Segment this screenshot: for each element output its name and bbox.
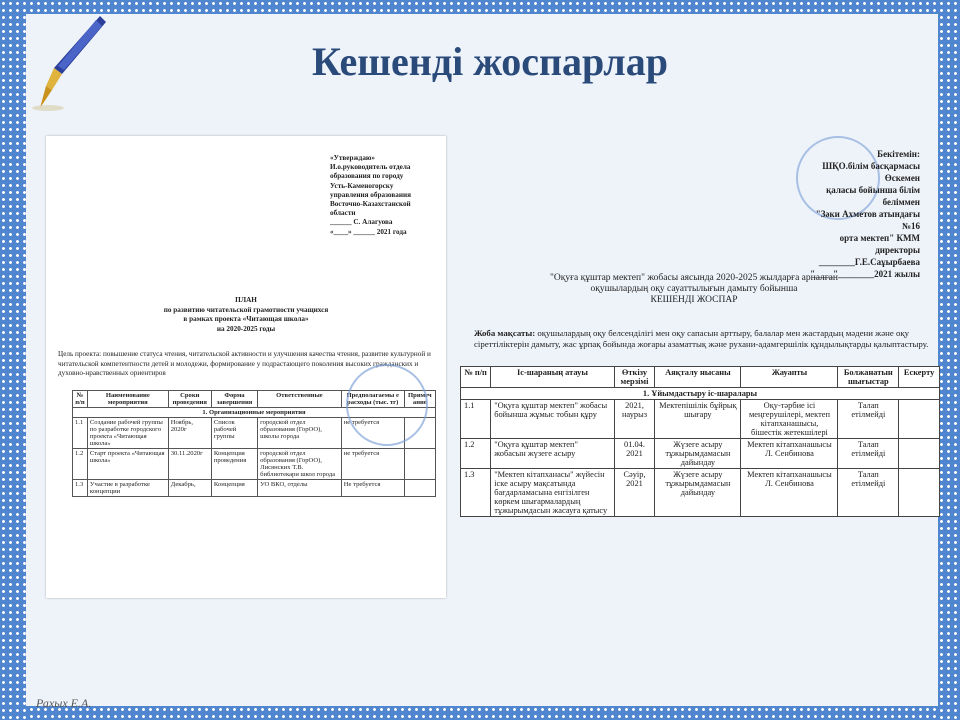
section-row: 1. Ұйымдастыру іс-шаралары: [461, 388, 940, 400]
table-row: 1.1 Создание рабочей группы по разработке городского проекта «Читающая школа» Ноябрь, 2020г Список рабочей группы городской отдел образования (ГорОО), школы города не требуется: [73, 418, 436, 449]
approval-block: Бекітемін: ШҚО.білім басқармасы Өскемен қаласы бойынша білім беліммен "Зәки Ахметов атындағы №16 орта мектеп" КММ директоры ________Г.Е.Саұырбаева "____"________2021 жылы: [810, 149, 920, 279]
table-row: 1.3 Участие в разработке концепции Декабрь, Концепция УО ВКО, отделы Не требуется: [73, 480, 436, 497]
approval-block: «Утверждаю» И.о.руководитель отдела образования по городу Усть-Каменогорску управления образования Восточно-Казахстанской области ______ С. Алагуова «____» ______ 2021 года: [330, 154, 411, 236]
table-row: 1.2 Старт проекта «Читающая школа» 30.11.2020г Концепция проведения городской отдел образования (ГорОО), Лисянских Т.В. библиотекари школ города не требуется: [73, 449, 436, 480]
dotted-border-left: [0, 0, 26, 720]
dotted-border-top: [0, 0, 960, 14]
document-plan-russian: [46, 136, 446, 598]
plan-table: № п/п Іс-шараның атауы Өткізу мерзімі Аяқталу нысаны Жауапты Болжанатын шығыстар Ескерту 1. Ұйымдастыру іс-шаралары 1.1 "Оқуға құштар мектеп" жобасы бойынша жұмыс тобын құру 2021, наурыз Мектепішілік бұйрық шығару Оқу-тәрбие ісі меңгерушілері, мектеп кітапханашысы, бiшестік жетекшілері Талап етілмейді 1.2 "Оқуға құштар мектеп" жобасын жүзеге асыру 01.04. 2021 Жүзеге асыру тұжырымдамасын дайындау Мектеп кітапханашысы Л. Сенбинова Талап етілмейді 1.3 "Мектеп кітапханасы" жүйесін іске асыру мақсатында бағдарламасына енгізілген көркем шығармалардың тұжырымдасын жасауға қатысу Сәуір, 2021 Жүзеге асыру тұжырымдамасын дайындау Мектеп кітапханашысы Л. Сенбинова Талап етілмейді: [460, 366, 940, 517]
plan-heading: ПЛАН по развитию читательской грамотности учащихся в рамках проекта «Читающая школа» на 2020-2025 годы: [163, 296, 329, 333]
author-signature: Рахых Е.А.: [36, 696, 92, 710]
dotted-border-bottom: [0, 706, 960, 720]
document-plan-kazakh: [460, 130, 942, 600]
plan-table: № п/п Наименование мероприятия Сроки проведения Форма завершения Ответственные Предполагаемы е расходы (тыс. тг) Примеч ание 1. Организационные мероприятия 1.1 Создание рабочей группы по разработке городского проекта «Читающая школа» Ноябрь, 2020г Список рабочей группы городской отдел образования (ГорОО), школы города не требуется 1.2 Старт проекта «Читающая школа» 30.11.2020г Концепция проведения городской отдел образования (ГорОО), Лисянских Т.В. библиотекари школ города не требуется 1.3 Участие в разработке концепции Декабрь, Концепция УО ВКО, отделы Не требуется: [72, 390, 436, 497]
section-row: 1. Организационные мероприятия: [73, 408, 436, 418]
table-row: 1.1 "Оқуға құштар мектеп" жобасы бойынша жұмыс тобын құру 2021, наурыз Мектепішілік бұйрық шығару Оқу-тәрбие ісі меңгерушілері, мектеп кітапханашысы, бiшестік жетекшілері Талап етілмейді: [461, 400, 940, 439]
goal-text: Жоба мақсаты: оқушылардың оқу белсенділігі мен оқу сапасын арттыру, балалар мен жастардың мәдени және оқу сіреттіліктерін дамыту, жас ұрпақ бойында жоғары азаматтық және рухани-адамгершілік құндылықтарды қалыптастыру.: [474, 328, 929, 349]
table-row: 1.3 "Мектеп кітапханасы" жүйесін іске асыру мақсатында бағдарламасына енгізілген көркем шығармалардың тұжырымдасын жасауға қатысу Сәуір, 2021 Жүзеге асыру тұжырымдамасын дайындау Мектеп кітапханашысы Л. Сенбинова Талап етілмейді: [461, 469, 940, 517]
fountain-pen-icon: [28, 12, 108, 112]
table-row: 1.2 "Оқуға құштар мектеп" жобасын жүзеге асыру 01.04. 2021 Жүзеге асыру тұжырымдамасын дайындау Мектеп кітапханашысы Л. Сенбинова Талап етілмейді: [461, 439, 940, 469]
plan-heading: "Оқуға құштар мектеп" жобасы аясында 2020-2025 жылдарға арналған оқушылардың оқу сауаттылығын дамыту бойынша КЕШЕНДІ ЖОСПАР: [550, 273, 838, 305]
goal-text: Цель проекта: повышение статуса чтения, читательской активности и улучшения качества чтения, развитие культурной и читательской компетентности детей и молодежи, формирование у подрастающего поколения высоких гражданских и духовно-нравственных ориентиров: [58, 350, 431, 377]
slide-title: Кешенді жоспарлар: [312, 39, 668, 84]
stamp-seal: [346, 364, 428, 446]
